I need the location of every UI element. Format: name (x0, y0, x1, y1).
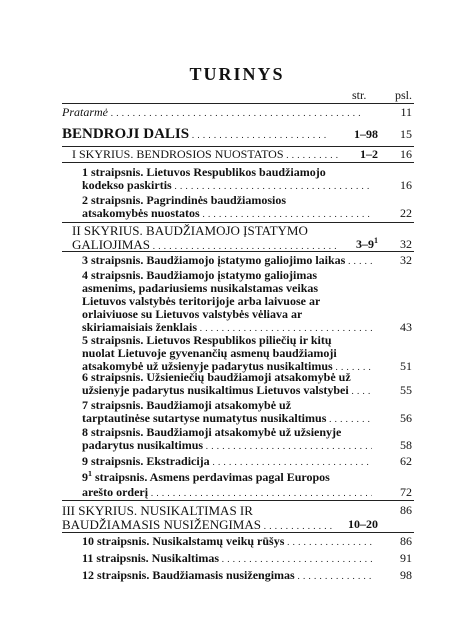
entry-page: 86 (400, 503, 412, 517)
entry-title: 3 straipsnis. Baudžiamojo įstatymo galiojimo laikas . . . (82, 254, 372, 268)
column-header-psl: psl. (394, 88, 412, 102)
column-header-str: str. (352, 88, 367, 102)
entry-page: 32 (400, 237, 412, 251)
entry-title-line: padarytus nusikaltimus . . . (82, 439, 372, 453)
entry-page: 55 (400, 383, 412, 397)
entry-page: 58 (400, 438, 412, 452)
entry-title-line: 5 straipsnis. Lietuvos Respublikos piliečių ir kitų (82, 334, 332, 347)
entry-title: Pratarmė . . . (62, 106, 362, 120)
entry-title-line: asmenims, padariusiems nusikalstamas veikas (82, 282, 319, 295)
section-rule (62, 532, 414, 533)
entry-title-line: orlaiviuose su Lietuvos valstybės vėliava ar (82, 308, 303, 321)
header-rule (62, 103, 414, 104)
entry-title-line: II SKYRIUS. BAUDŽIAMOJO ĮSTATYMO (72, 224, 308, 237)
page-title: TURINYS (189, 64, 285, 84)
entry-title: 10 straipsnis. Nusikalstamų veikų rūšys . . . (82, 535, 372, 549)
entry-title-line: 7 straipsnis. Baudžiamoji atsakomybė už (82, 399, 292, 412)
entry-page: 72 (400, 485, 412, 499)
entry-range: 10–20 (334, 518, 378, 531)
entry-title-line: skiriamaisiais ženklais . . . (82, 321, 372, 335)
entry-page: 43 (400, 320, 412, 334)
entry-title-line: tarptautinėse sutartyse numatytus nusikaltimus . . . (82, 412, 372, 426)
entry-title-line: kodekso paskirtis . . . (82, 179, 372, 193)
entry-title-line: atsakomybės nuostatos . . . (82, 207, 372, 221)
entry-title-line: užsienyje padarytus nusikaltimus Lietuvos valstybei . . . (82, 384, 372, 398)
entry-title: 11 straipsnis. Nusikaltimas . . . (82, 552, 372, 566)
entry-title: I SKYRIUS. BENDROSIOS NUOSTATOS . . . (72, 148, 354, 162)
entry-page: 98 (400, 568, 412, 582)
section-rule (62, 251, 414, 252)
entry-page: 32 (400, 253, 412, 267)
entry-page: 11 (400, 105, 412, 119)
entry-page: 22 (400, 206, 412, 220)
entry-page: 62 (400, 454, 412, 468)
section-rule (62, 222, 414, 223)
entry-title-line: 1 straipsnis. Lietuvos Respublikos baudžiamojo (82, 166, 326, 179)
entry-title-line: 2 straipsnis. Pagrindinės baudžiamosios (82, 194, 287, 207)
entry-title-line: 6 straipsnis. Užsieniečių baudžiamoji atsakomybė už (82, 371, 351, 384)
entry-title-line: atsakomybė už užsienyje padarytus nusikaltimus . . . (82, 360, 372, 374)
section-rule (62, 162, 414, 163)
entry-page: 16 (400, 178, 412, 192)
entry-title-line: BAUDŽIAMASIS NUSIŽENGIMAS . . . (62, 518, 352, 533)
entry-title-line: $9^1$ straipsnis. Asmens perdavimas pagal Europos (82, 471, 330, 484)
entry-range: $3-9^1$ (338, 238, 378, 251)
entry-title: BENDROJI DALIS . . . (62, 126, 358, 143)
entry-page: 86 (400, 534, 412, 548)
entry-range: 1–98 (326, 128, 378, 141)
entry-page: 56 (400, 411, 412, 425)
entry-title-line: nuolat Lietuvoje gyvenančių asmenų baudžiamoji (82, 347, 337, 360)
entry-page: 16 (400, 147, 412, 161)
entry-title-line: 4 straipsnis. Baudžiamojo įstatymo galiojimas (82, 269, 318, 282)
entry-title-line: arešto orderį . . . (82, 486, 372, 500)
entry-title: 12 straipsnis. Baudžiamasis nusižengimas . . . (82, 569, 372, 583)
entry-page: 51 (400, 359, 412, 373)
entry-page: 15 (400, 127, 412, 141)
entry-title: 9 straipsnis. Ekstradicija . . . (82, 455, 372, 469)
entry-title-line: 8 straipsnis. Baudžiamoji atsakomybė už užsienyje (82, 426, 342, 439)
section-rule (62, 500, 414, 501)
entry-range: 1–2 (338, 148, 378, 161)
entry-page: 91 (400, 551, 412, 565)
entry-title-line: GALIOJIMAS . . . (72, 238, 352, 253)
entry-title-line: III SKYRIUS. NUSIKALTIMAS IR (62, 504, 253, 517)
entry-title-line: Lietuvos valstybės teritorijoje arba laivuose ar (82, 295, 321, 308)
